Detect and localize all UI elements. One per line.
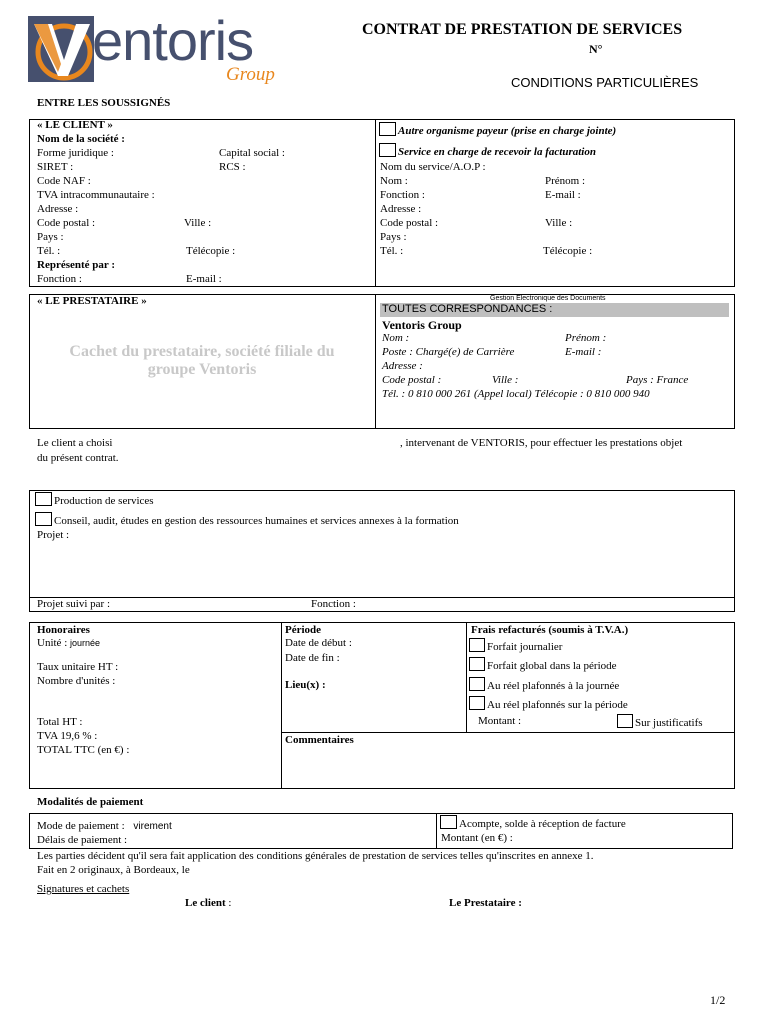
expense-receipts-checkbox[interactable] (617, 714, 633, 728)
billing-address-label: Adresse : (380, 203, 422, 215)
signatures-label: Signatures et cachets (37, 883, 130, 895)
fees-total-ttc-label: TOTAL TTC (en €) : (37, 744, 130, 756)
provider-last-name-label: Nom : (382, 332, 410, 344)
client-city-label: Ville : (184, 217, 212, 229)
expense-real-day-label: Au réel plafonnés à la journée (487, 680, 620, 692)
provider-position: Poste : Chargé(e) de Carrière (382, 346, 515, 358)
provider-address-label: Adresse : (382, 360, 423, 372)
expense-global-checkbox[interactable] (469, 657, 485, 671)
client-heading: « LE CLIENT » (37, 119, 113, 131)
billing-service-checkbox[interactable] (379, 143, 396, 157)
provider-signature-label: Le Prestataire : (449, 897, 522, 909)
client-signature-label: Le client (185, 897, 226, 909)
client-vat-label: TVA intracommunautaire : (37, 189, 155, 201)
billing-phone-label: Tél. : (380, 245, 404, 257)
logo-wordmark: entoris (92, 9, 254, 72)
logo-v-icon (28, 16, 94, 82)
fees-divider-2 (466, 622, 467, 732)
fees-rate-label: Taux unitaire HT : (37, 661, 119, 673)
payment-mode-value: virement (133, 821, 172, 832)
payment-heading: Modalités de paiement (37, 796, 144, 808)
choice-text-left: Le client a choisi (37, 437, 113, 449)
payment-mode-label (37, 820, 172, 832)
period-end-label: Date de fin : (285, 652, 340, 664)
period-location-label: Lieu(x) : (285, 679, 326, 691)
period-heading: Période (285, 624, 322, 636)
provider-first-name-label: Prénom : (565, 332, 607, 344)
expense-daily-checkbox[interactable] (469, 638, 485, 652)
client-signature (185, 897, 231, 909)
provider-city-label: Ville : (492, 374, 519, 386)
expenses-heading: Frais refacturés (soumis à T.V.A.) (471, 624, 629, 636)
billing-country-label: Pays : (380, 231, 407, 243)
client-country-label: Pays : (37, 231, 64, 243)
services-divider (29, 597, 735, 598)
project-function-label: Fonction : (311, 598, 356, 610)
client-siret-label: SIRET : (37, 161, 74, 173)
correspondence-label: TOUTES CORRESPONDANCES : (382, 303, 553, 315)
billing-last-name-label: Nom : (380, 175, 408, 187)
client-divider (375, 119, 376, 287)
page-number: 1/2 (710, 993, 726, 1007)
payment-deposit-checkbox[interactable] (440, 815, 457, 829)
billing-payer-checkbox[interactable] (379, 122, 396, 136)
terms-clause: Les parties décident qu'il sera fait application des conditions générales de prestation de services telles qu'inscrites en annexe 1. (37, 850, 594, 862)
billing-fax-label: Télécopie : (543, 245, 593, 257)
fees-total-ht-label: Total HT : (37, 716, 83, 728)
services-box (29, 490, 735, 612)
expense-real-day-checkbox[interactable] (469, 677, 485, 691)
expense-amount-label: Montant : (478, 715, 522, 727)
fees-count-label: Nombre d'unités : (37, 675, 116, 687)
project-label: Projet : (37, 529, 70, 541)
expense-receipts-label: Sur justificatifs (635, 717, 703, 729)
fees-divider-1 (281, 622, 282, 789)
client-fax-label: Télécopie : (186, 245, 236, 257)
billing-email-label: E-mail : (545, 189, 581, 201)
payment-deposit-label: Acompte, solde à réception de facture (459, 818, 626, 830)
provider-company: Ventoris Group (382, 318, 462, 332)
fees-unit-text: Unité : (37, 637, 68, 649)
client-legal-form-label: Forme juridique : (37, 147, 114, 159)
client-naf-label: Code NAF : (37, 175, 91, 187)
billing-payer-label: Autre organisme payeur (prise en charge jointe) (398, 125, 617, 137)
service-option-production[interactable] (35, 492, 154, 507)
payment-divider (436, 813, 437, 849)
expense-real-period-checkbox[interactable] (469, 696, 485, 710)
billing-option-payer[interactable] (379, 122, 616, 137)
expense-daily-label: Forfait journalier (487, 641, 563, 653)
service-option-consulting[interactable] (35, 512, 459, 527)
parties-label: ENTRE LES SOUSSIGNÉS (37, 97, 171, 109)
period-start-label: Date de début : (285, 637, 352, 649)
payment-mode-text: Mode de paiement : (37, 820, 125, 832)
period-divider (281, 732, 735, 733)
page-title: CONTRAT DE PRESTATION DE SERVICES (362, 21, 683, 38)
ged-label: Gestion Electronique des Documents (490, 295, 606, 302)
provider-email-label: E-mail : (565, 346, 602, 358)
fees-box (29, 622, 735, 789)
fees-vat-label: TVA 19,6 % : (37, 730, 98, 742)
billing-city-label: Ville : (545, 217, 573, 229)
client-postcode-label: Code postal : (37, 217, 96, 229)
client-company-label: Nom de la société : (37, 133, 125, 145)
logo-group: Group (226, 64, 275, 85)
contract-number: N° (589, 42, 603, 56)
expense-option-daily[interactable] (469, 638, 562, 653)
expense-real-period-label: Au réel plafonnés sur la période (487, 699, 628, 711)
client-function-label: Fonction : (37, 273, 82, 285)
expense-global-label: Forfait global dans la période (487, 660, 617, 672)
production-checkbox[interactable] (35, 492, 52, 506)
provider-postcode-label: Code postal : (382, 374, 442, 386)
choice-text-right: , intervenant de VENTORIS, pour effectuer les prestations objet (400, 437, 683, 449)
provider-divider (375, 294, 376, 429)
client-rcs-label: RCS : (219, 161, 246, 173)
expense-option-real-day[interactable] (469, 677, 619, 692)
client-represented-label: Représenté par : (37, 259, 115, 271)
production-label: Production de services (54, 495, 154, 507)
payment-delay-label: Délais de paiement : (37, 834, 128, 846)
fees-unit-value: journée (70, 638, 101, 648)
expense-option-real-period[interactable] (469, 696, 628, 711)
payment-deposit-option[interactable] (440, 815, 626, 830)
provider-phone-fax: Tél. : 0 810 000 261 (Appel local) Télécopie : 0 810 000 940 (382, 388, 650, 400)
consulting-checkbox[interactable] (35, 512, 52, 526)
consulting-label: Conseil, audit, études en gestion des ressources humaines et services annexes à la formation (54, 515, 459, 527)
project-followed-label: Projet suivi par : (37, 598, 111, 610)
client-email-label: E-mail : (186, 273, 222, 285)
choice-text-line2: du présent contrat. (37, 452, 119, 464)
client-capital-label: Capital social : (219, 147, 285, 159)
fees-unit-label (37, 637, 100, 649)
billing-function-label: Fonction : (380, 189, 425, 201)
fees-heading: Honoraires (37, 624, 90, 636)
client-signature-colon: : (225, 897, 232, 909)
provider-heading: « LE PRESTATAIRE » (37, 295, 147, 307)
billing-postcode-label: Code postal : (380, 217, 439, 229)
billing-option-service[interactable] (379, 143, 596, 158)
billing-service-label: Service en charge de recevoir la facturation (398, 146, 596, 158)
page-subtitle: CONDITIONS PARTICULIÈRES (511, 75, 699, 90)
provider-stamp-placeholder: Cachet du prestataire, société filiale du groupe Ventoris (69, 343, 335, 378)
client-address-label: Adresse : (37, 203, 79, 215)
expense-option-receipts[interactable] (617, 714, 703, 729)
made-in-text: Fait en 2 originaux, à Bordeaux, le (37, 864, 190, 876)
billing-first-name-label: Prénom : (545, 175, 586, 187)
expense-option-global[interactable] (469, 657, 617, 672)
logo (28, 9, 308, 90)
payment-amount-label: Montant (en €) : (441, 832, 513, 844)
client-phone-label: Tél. : (37, 245, 61, 257)
provider-country: Pays : France (626, 374, 689, 386)
billing-service-name-label: Nom du service/A.O.P : (380, 161, 486, 173)
comments-heading: Commentaires (285, 734, 354, 746)
